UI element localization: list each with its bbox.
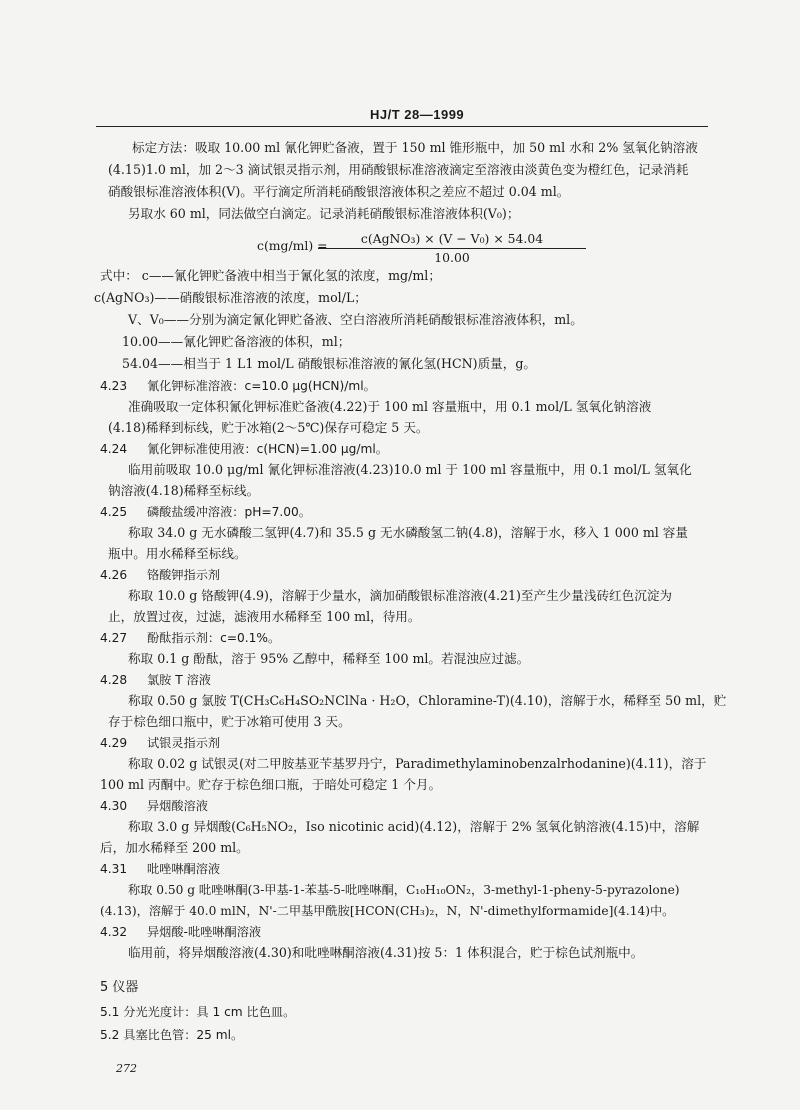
where-line: 54.04——相当于 1 L1 mol/L 硝酸银标准溶液的氰化氢(HCN)质量，g。 bbox=[122, 356, 537, 371]
section-heading-4-28: 4.28 氯胺 T 溶液 bbox=[100, 673, 211, 687]
calibration-paragraph-line: 硝酸银标准溶液体积(V)。平行滴定所消耗硝酸银溶液体积之差应不超过 0.04 ml。 bbox=[108, 184, 570, 199]
section-body-line: 称取 0.50 g 氯胺 T(CH₃C₆H₄SO₂NClNa · H₂O，Chloramine-T)(4.10)，溶解于水，稀释至 50 ml，贮 bbox=[128, 693, 727, 708]
section-body-line: 称取 3.0 g 异烟酸(C₆H₅NO₂，Iso nicotinic acid)(4.12)，溶解于 2% 氢氧化钠溶液(4.15)中，溶解 bbox=[128, 819, 700, 834]
section-body-line: 准确吸取一定体积氰化钾标准贮备液(4.22)于 100 ml 容量瓶中，用 0.1 mol/L 氢氧化钠溶液 bbox=[128, 399, 652, 414]
section-body-line: 称取 0.1 g 酚酞，溶于 95% 乙醇中，稀释至 100 ml。若混浊应过滤。 bbox=[128, 651, 530, 666]
section-body-line: 称取 0.50 g 吡唑啉酮(3-甲基-1-苯基-5-吡唑啉酮，C₁₀H₁₀ON₂，3-methyl-1-pheny-5-pyrazolone) bbox=[128, 883, 680, 897]
where-line: 式中： c——氰化钾贮备液中相当于氰化氢的浓度，mg/ml； bbox=[100, 268, 441, 283]
section-5-1: 5.1 分光光度计：具 1 cm 比色皿。 bbox=[100, 1005, 296, 1019]
section-body-line: (4.18)稀释到标线，贮于冰箱(2～5℃)保存可稳定 5 天。 bbox=[108, 420, 429, 435]
where-line: V、V₀——分别为滴定氰化钾贮备液、空白溶液所消耗硝酸银标准溶液体积，ml。 bbox=[128, 312, 583, 327]
section-body-line: 称取 34.0 g 无水磷酸二氢钾(4.7)和 35.5 g 无水磷酸氢二钠(4.8)，溶解于水，移入 1 000 ml 容量 bbox=[128, 525, 688, 540]
section-heading-4-24: 4.24 氰化钾标准使用液：c(HCN)=1.00 μg/ml。 bbox=[100, 442, 388, 456]
section-body-line: 临用前吸取 10.0 μg/ml 氰化钾标准溶液(4.23)10.0 ml 于 100 ml 容量瓶中，用 0.1 mol/L 氢氧化 bbox=[128, 462, 692, 477]
section-body-line: 临用前，将异烟酸溶液(4.30)和吡唑啉酮溶液(4.31)按 5：1 体积混合，贮于棕色试剂瓶中。 bbox=[128, 945, 644, 960]
section-body-line: (4.13)，溶解于 40.0 mlN，N'-二甲基甲酰胺[HCON(CH₃)₂，N，N'-dimethylformamide](4.14)中。 bbox=[100, 904, 675, 918]
section-body-line: 称取 0.02 g 试银灵(对二甲胺基亚苄基罗丹宁，Paradimethylaminobenzalrhodanine)(4.11)，溶于 bbox=[128, 756, 707, 771]
formula-lhs: c(mg/ml) = bbox=[257, 238, 328, 253]
section-heading-4-26: 4.26 铬酸钾指示剂 bbox=[100, 568, 221, 582]
where-line: c(AgNO₃)——硝酸银标准溶液的浓度，mol/L； bbox=[94, 290, 367, 305]
section-heading-4-25: 4.25 磷酸盐缓冲溶液：pH=7.00。 bbox=[100, 505, 311, 519]
section-body-line: 存于棕色细口瓶中，贮于冰箱可使用 3 天。 bbox=[108, 714, 351, 729]
page-header-title: HJ/T 28—1999 bbox=[370, 107, 465, 122]
section-body-line: 后，加水稀释至 200 ml。 bbox=[100, 840, 249, 855]
section-heading-4-27: 4.27 酚酞指示剂：c=0.1%。 bbox=[100, 631, 281, 645]
blank-titration-line: 另取水 60 ml，同法做空白滴定。记录消耗硝酸银标准溶液体积(V₀)； bbox=[128, 206, 520, 221]
section-body-line: 称取 10.0 g 铬酸钾(4.9)，溶解于少量水，滴加硝酸银标准溶液(4.21)至产生少量浅砖红色沉淀为 bbox=[128, 588, 673, 603]
calibration-paragraph-line: 标定方法：吸取 10.00 ml 氰化钾贮备液，置于 150 ml 锥形瓶中，加 50 ml 水和 2% 氢氧化钠溶液 bbox=[132, 140, 698, 155]
section-heading-4-30: 4.30 异烟酸溶液 bbox=[100, 799, 208, 813]
formula-denominator: 10.00 bbox=[434, 250, 470, 265]
section-5-2: 5.2 具塞比色管：25 ml。 bbox=[100, 1028, 244, 1042]
section-heading-4-32: 4.32 异烟酸-吡唑啉酮溶液 bbox=[100, 925, 262, 939]
section-body-line: 100 ml 丙酮中。贮存于棕色细口瓶，于暗处可稳定 1 个月。 bbox=[100, 777, 442, 792]
formula-numerator: c(AgNO₃) × (V − V₀) × 54.04 bbox=[318, 231, 586, 249]
chapter-heading-instruments: 5 仪器 bbox=[100, 980, 139, 995]
section-body-line: 钠溶液(4.18)稀释至标线。 bbox=[108, 483, 260, 498]
section-body-line: 止，放置过夜，过滤，滤液用水稀释至 100 ml，待用。 bbox=[108, 609, 421, 624]
header-rule bbox=[96, 126, 708, 127]
section-heading-4-31: 4.31 吡唑啉酮溶液 bbox=[100, 862, 221, 876]
page-number: 272 bbox=[116, 1062, 137, 1075]
section-heading-4-29: 4.29 试银灵指示剂 bbox=[100, 736, 221, 750]
section-body-line: 瓶中。用水稀释至标线。 bbox=[108, 546, 247, 561]
where-line: 10.00——氰化钾贮备溶液的体积，ml； bbox=[122, 334, 351, 349]
formula-fraction bbox=[318, 231, 586, 266]
calibration-paragraph-line: (4.15)1.0 ml，加 2～3 滴试银灵指示剂，用硝酸银标准溶液滴定至溶液由淡黄色变为橙红色，记录消耗 bbox=[108, 162, 689, 177]
section-heading-4-23: 4.23 氰化钾标准溶液：c=10.0 μg(HCN)/ml。 bbox=[100, 379, 376, 393]
